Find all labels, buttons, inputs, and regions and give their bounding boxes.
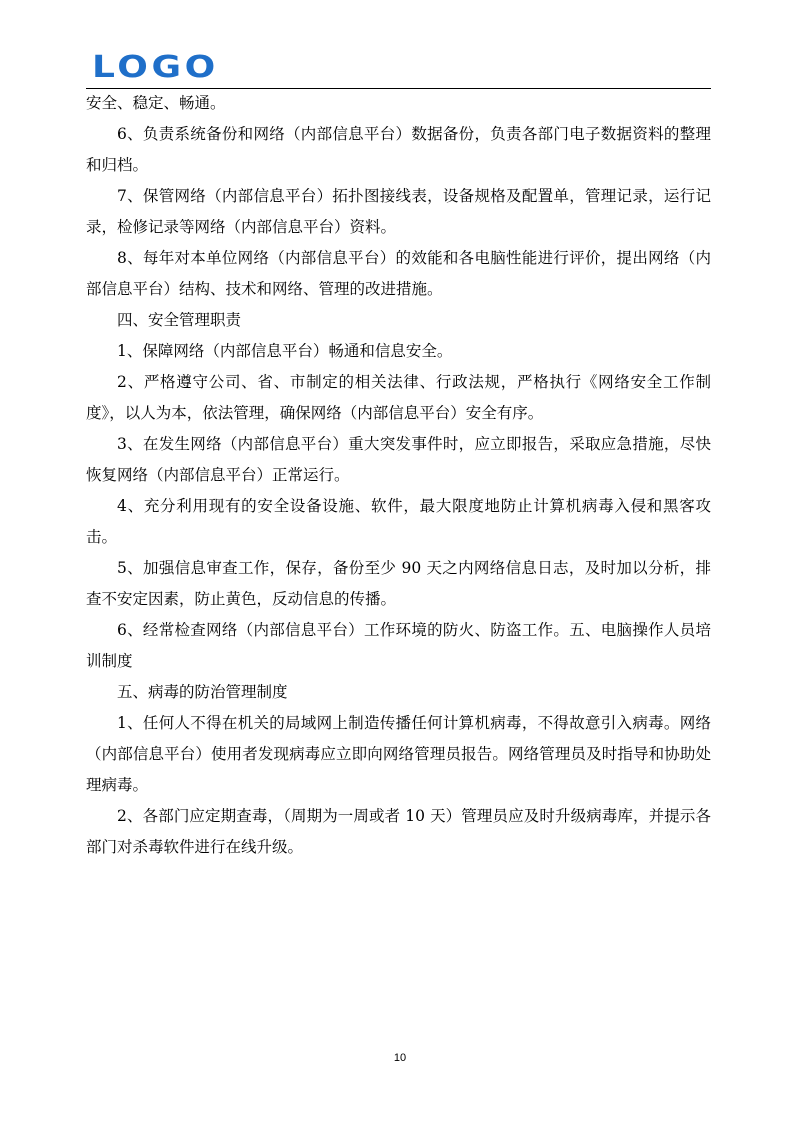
paragraph: 2、各部门应定期查毒，（周期为一周或者 10 天）管理员应及时升级病毒库，并提示各部门对杀毒软件进行在线升级。 <box>86 807 711 856</box>
paragraph: 8、每年对本单位网络（内部信息平台）的效能和各电脑性能进行评价，提出网络（内部信息平台）结构、技术和网络、管理的改进措施。 <box>86 249 711 298</box>
logo: LOGO <box>92 50 219 85</box>
paragraph: 5、加强信息审查工作，保存，备份至少 90 天之内网络信息日志，及时加以分析，排查不安定因素，防止黄色，反动信息的传播。 <box>86 559 711 608</box>
paragraph: 1、任何人不得在机关的局域网上制造传播任何计算机病毒，不得故意引入病毒。网络（内部信息平台）使用者发现病毒应立即向网络管理员报告。网络管理员及时指导和协助处理病毒。 <box>86 714 711 794</box>
paragraph: 2、严格遵守公司、省、市制定的相关法律、行政法规，严格执行《网络安全工作制度》，以人为本，依法管理，确保网络（内部信息平台）安全有序。 <box>86 373 711 422</box>
paragraph: 6、经常检查网络（内部信息平台）工作环境的防火、防盗工作。五、电脑操作人员培训制度 <box>86 621 711 670</box>
paragraph: 7、保管网络（内部信息平台）拓扑图接线表，设备规格及配置单，管理记录，运行记录，检修记录等网络（内部信息平台）资料。 <box>86 187 711 236</box>
section-heading: 四、安全管理职责 <box>117 311 242 329</box>
page-header <box>86 50 711 89</box>
document-body <box>86 88 711 863</box>
section-heading: 五、病毒的防治管理制度 <box>117 683 288 701</box>
page-number: 10 <box>393 1052 407 1064</box>
paragraph: 安全、稳定、畅通。 <box>86 94 226 112</box>
paragraph: 3、在发生网络（内部信息平台）重大突发事件时，应立即报告，采取应急措施，尽快恢复网络（内部信息平台）正常运行。 <box>86 435 711 484</box>
paragraph: 1、保障网络（内部信息平台）畅通和信息安全。 <box>117 342 453 360</box>
paragraph: 4、充分利用现有的安全设备设施、软件，最大限度地防止计算机病毒入侵和黑客攻击。 <box>86 497 711 546</box>
paragraph: 6、负责系统备份和网络（内部信息平台）数据备份，负责各部门电子数据资料的整理和归档。 <box>86 125 711 174</box>
